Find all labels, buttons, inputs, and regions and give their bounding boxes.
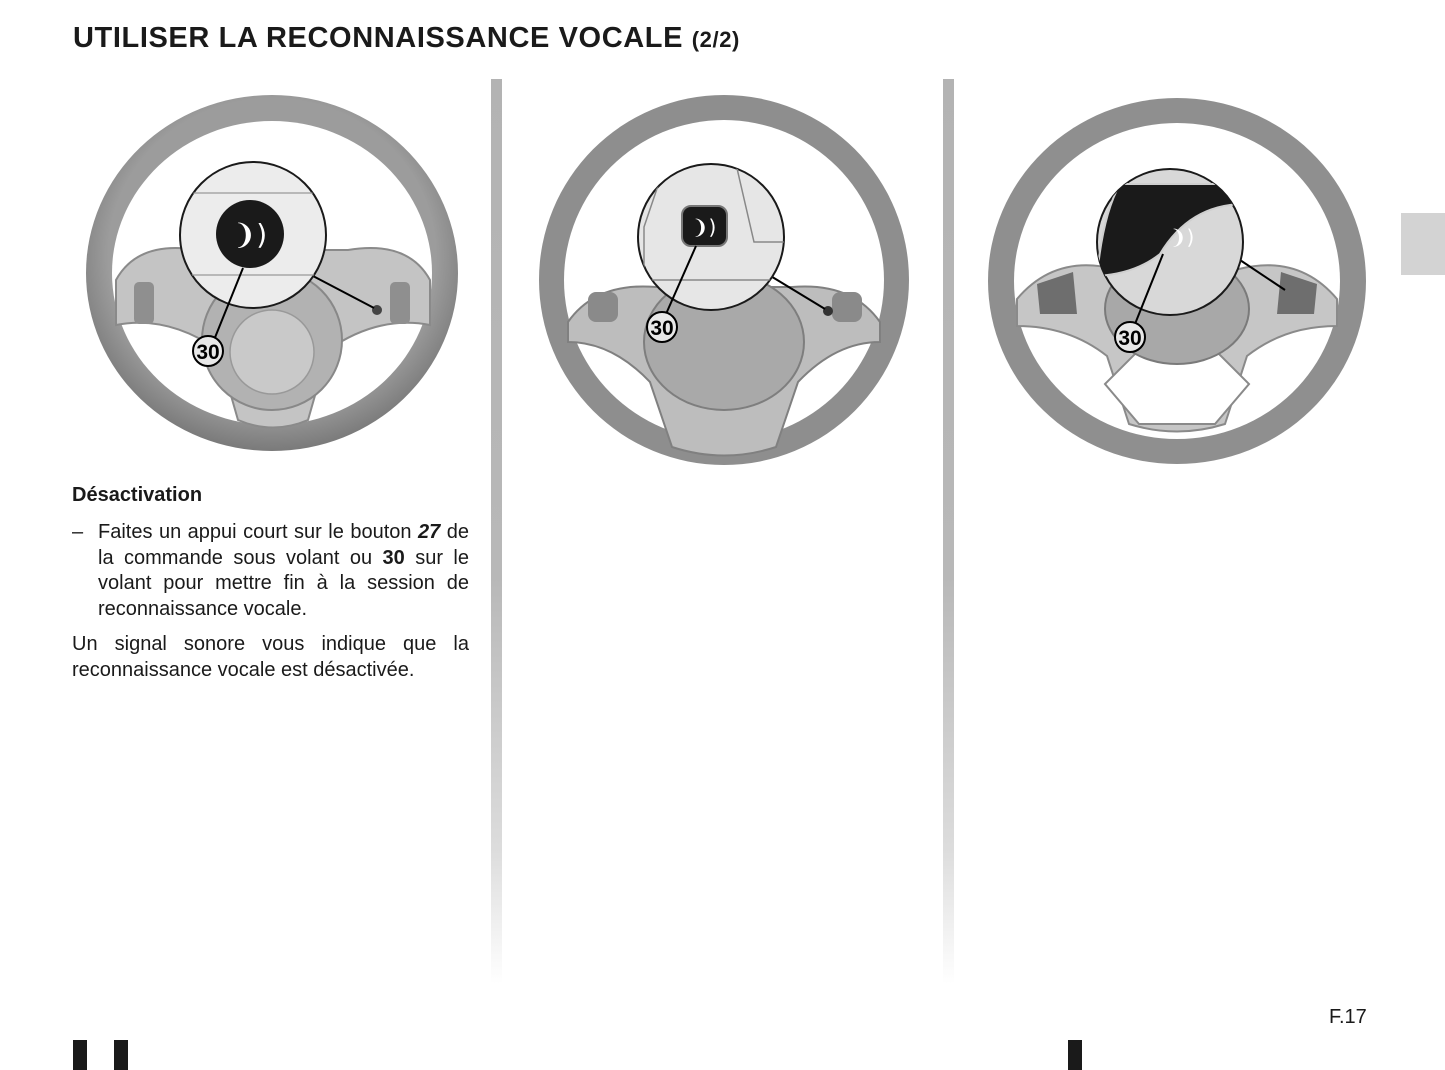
steering-wheel-figure-2 bbox=[536, 92, 912, 468]
svg-text:❩): ❩) bbox=[1169, 225, 1195, 249]
steering-wheel-figure-1 bbox=[78, 90, 468, 462]
svg-text:❩): ❩) bbox=[232, 218, 268, 251]
button-ref-30: 30 bbox=[382, 546, 405, 569]
button-ref-27: 27 bbox=[418, 521, 441, 543]
page-number: F.17 bbox=[1329, 1006, 1367, 1028]
step-text: Faites un appui court sur le bouton 27 de la commande sous volant ou 30 sur le volant pour mettre fin à la session de reconnaissance vocale. bbox=[98, 521, 469, 620]
chapter-tab bbox=[1401, 213, 1445, 275]
column-divider bbox=[943, 79, 954, 984]
crop-mark bbox=[73, 1040, 87, 1070]
column-divider bbox=[491, 79, 502, 984]
deactivation-step bbox=[72, 520, 469, 622]
steering-wheel-figure-3 bbox=[985, 94, 1369, 468]
crop-mark bbox=[114, 1040, 128, 1070]
deactivation-heading: Désactivation bbox=[72, 484, 203, 506]
title-main: UTILISER LA RECONNAISSANCE VOCALE bbox=[73, 22, 684, 54]
svg-text:❩): ❩) bbox=[691, 215, 717, 239]
title-page-indicator: (2/2) bbox=[691, 27, 740, 52]
page-title bbox=[73, 22, 740, 55]
crop-mark bbox=[1068, 1040, 1082, 1070]
callout-30: 30 bbox=[196, 341, 220, 364]
deactivation-note: Un signal sonore vous indique que la reconnaissance vocale est désactivée. bbox=[72, 633, 469, 681]
callout-30: 30 bbox=[650, 317, 674, 340]
callout-30: 30 bbox=[1118, 327, 1142, 350]
list-bullet: – bbox=[72, 521, 84, 543]
